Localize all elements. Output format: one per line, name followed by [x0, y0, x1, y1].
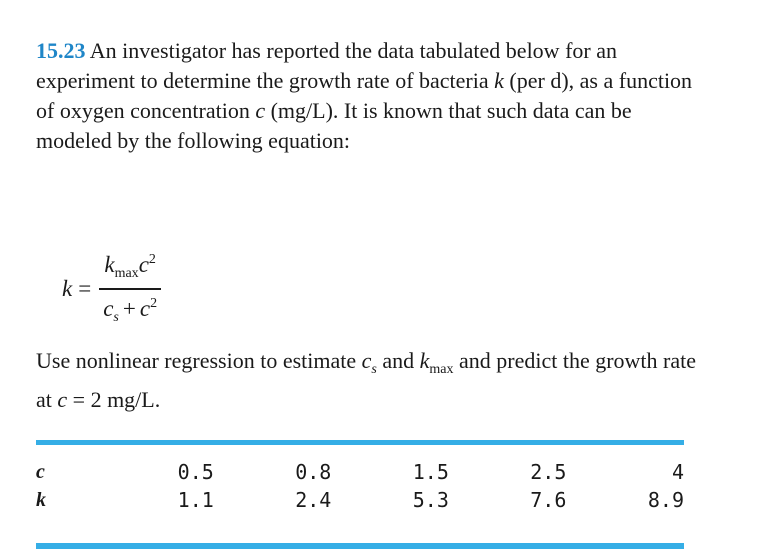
equation-lhs: k — [62, 275, 73, 301]
denominator-c: c — [103, 295, 114, 321]
task-cs-subscript: s — [371, 362, 377, 377]
task-c: c — [57, 387, 68, 412]
task-cs: c — [361, 348, 372, 373]
row-label-c: c — [36, 460, 45, 483]
denominator-plus: + — [122, 295, 136, 321]
denominator-c2: c — [139, 295, 151, 321]
row-label-k: k — [36, 488, 46, 511]
cell-k-2: 2.4 — [295, 488, 332, 512]
denominator-s-subscript: s — [113, 309, 119, 325]
table-bottom-rule — [36, 543, 684, 549]
cell-k-1: 1.1 — [177, 488, 214, 512]
problem-text-intro: An investigator has reported the data tabulated below for an experiment to determine the growth rate of bacteria — [36, 38, 617, 93]
task-kmax: k — [419, 348, 430, 373]
problem-text-per: (per d), as a function of oxygen concentration — [36, 68, 693, 123]
denominator-exponent: 2 — [150, 295, 158, 311]
fraction-numerator — [100, 246, 160, 288]
cell-c-1: 0.5 — [177, 460, 214, 484]
task-kmax-subscript: max — [429, 362, 454, 377]
cell-c-4: 2.5 — [530, 460, 567, 484]
task-text-3: and predict the growth rate at — [36, 348, 697, 412]
var-c: c — [255, 98, 266, 123]
table-row-k — [36, 486, 684, 514]
table-row-c — [36, 458, 684, 486]
equation-equals: = — [78, 275, 92, 301]
problem-statement — [36, 36, 696, 156]
task-statement — [36, 346, 696, 415]
task-text-1: Use nonlinear regression to estimate — [36, 348, 362, 373]
data-table — [36, 458, 684, 514]
fraction-denominator — [99, 290, 161, 332]
task-text-2: and — [376, 348, 420, 373]
numerator-c: c — [138, 252, 149, 277]
task-text-4: = 2 mg/L. — [67, 387, 161, 412]
numerator-max-subscript: max — [114, 266, 139, 281]
cell-c-2: 0.8 — [295, 460, 332, 484]
cell-k-3: 5.3 — [412, 488, 449, 512]
problem-number: 15.23 — [36, 38, 86, 63]
cell-k-5: 8.9 — [647, 488, 684, 512]
numerator-k: k — [104, 252, 115, 277]
table-top-rule — [36, 440, 684, 445]
cell-c-3: 1.5 — [412, 460, 449, 484]
cell-c-5: 4 — [671, 460, 684, 484]
problem-text-unit: (mg/L). It is known that such data can be modeled by the following equation: — [36, 98, 632, 153]
var-k: k — [494, 68, 504, 93]
model-equation — [62, 246, 161, 332]
cell-k-4: 7.6 — [530, 488, 567, 512]
numerator-exponent: 2 — [148, 252, 156, 267]
equation-fraction — [99, 246, 161, 332]
